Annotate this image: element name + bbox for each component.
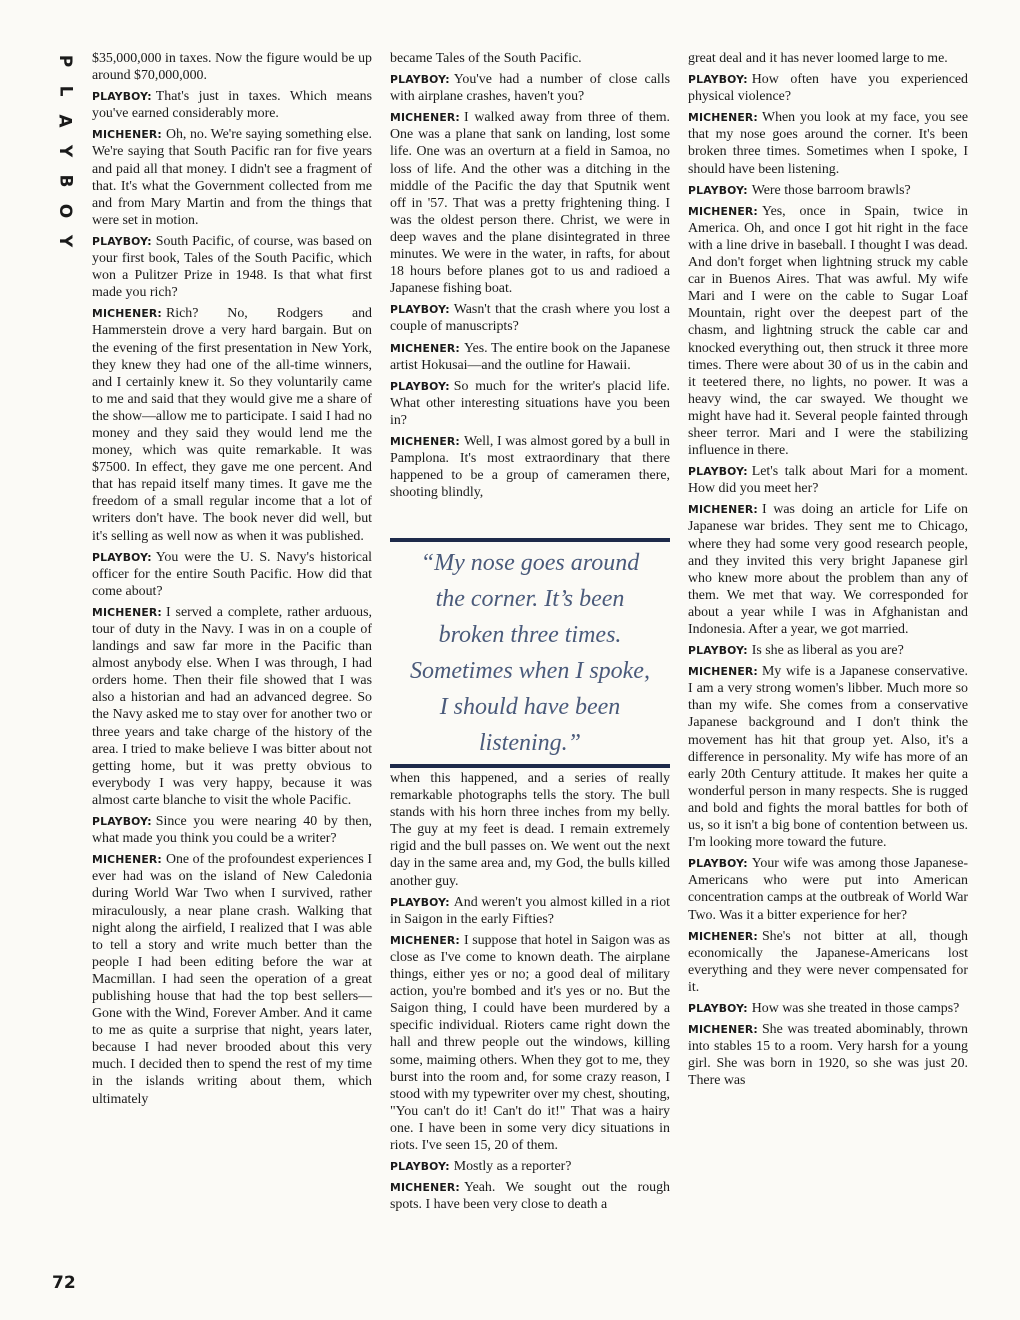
speaker-label: PLAYBOY: [390, 303, 450, 317]
speaker-label: MICHENER: [92, 128, 162, 142]
paragraph [688, 642, 968, 659]
paragraph [390, 1179, 670, 1213]
speaker-label: MICHENER: [92, 853, 162, 867]
paragraph-text: I served a complete, rather arduous, tour of duty in the Navy. I was in on a couple of landings and saw far more in the Pacific than almost anybody else. When I was through, I had orders home. Then their file showed that I was also a historian and had an advanced degree. So the Navy asked me to stay over for another two or three years and take charge of the history of the area. I tried to make believe I was bitter about not getting home, but it was pretty obvious to everybody I was very happy, because it was almost carte blanche to visit the whole Pacific. [92, 604, 372, 808]
paragraph [688, 463, 968, 497]
paragraph [688, 928, 968, 996]
paragraph [688, 109, 968, 177]
paragraph-text: How often have you experienced physical violence? [688, 72, 968, 105]
paragraph [92, 549, 372, 600]
paragraph-text: She was treated abominably, thrown into stables 15 to a room. Very harsh for a young girl. She was born in 1920, so she was just 20. There was [688, 1022, 968, 1089]
paragraph-text: And weren't you almost killed in a riot in Saigon in the early Fifties? [390, 894, 670, 927]
text-column-2-lower [390, 770, 670, 1217]
paragraph-text: My wife is a Japanese conservative. I am a very strong women's libber. Much more so than my wife. She comes from a conservative Japanese background and I don't think the movement has hit that group yet. Also, it's a difference in personality. My wife has more of an early 20th Century attitude. It makes her quite a wonderful person in many respects. She is rugged and bold and fights the moral battles for both of us, so it isn't a big bone of contention between us. I'm looking more toward the future. [688, 664, 968, 851]
pull-quote: “My nose goes around the corner. It’s been broken three times. Sometimes when I spoke, I should have been listening.” [410, 550, 650, 756]
paragraph [92, 126, 372, 229]
paragraph [688, 855, 968, 923]
paragraph-text: So much for the writer's placid life. What other interesting situations have you been in? [390, 378, 670, 428]
paragraph [688, 182, 968, 199]
paragraph [92, 851, 372, 1107]
paragraph-text: Were those barroom brawls? [751, 182, 911, 198]
paragraph [688, 71, 968, 105]
brand-letter: P [55, 54, 75, 68]
paragraph-text: When you look at my face, you see that my nose goes around the corner. It's been broken three times. Sometimes when I spoke, I should have been listening. [688, 110, 968, 177]
speaker-label: PLAYBOY: [688, 183, 748, 197]
paragraph-text: Wasn't that the crash where you lost a couple of manuscripts? [390, 302, 670, 335]
paragraph [390, 1158, 670, 1175]
paragraph-text: great deal and it has never loomed large to me. [688, 51, 948, 66]
text-column-1 [92, 50, 372, 1112]
speaker-label: MICHENER: [390, 1181, 460, 1195]
speaker-label: PLAYBOY: [92, 90, 152, 104]
paragraph [688, 1000, 968, 1017]
speaker-label: PLAYBOY: [688, 857, 748, 871]
paragraph [688, 1021, 968, 1089]
speaker-label: PLAYBOY: [92, 815, 152, 829]
paragraph-text: Well, I was almost gored by a bull in Pamplona. It's most extraordinary that there happened to be a group of cameramen there, shooting blindly, [390, 433, 670, 501]
paragraph-text: You've had a number of close calls with airplane crashes, haven't you? [390, 72, 670, 105]
paragraph-text: Let's talk about Mari for a moment. How did you meet her? [688, 464, 968, 497]
text-column-2 [390, 50, 670, 505]
paragraph [390, 433, 670, 501]
paragraph [92, 305, 372, 544]
brand-letter: A [54, 114, 75, 128]
brand-letter: Y [55, 144, 75, 158]
speaker-label: MICHENER: [390, 111, 460, 125]
brand-letter: Y [55, 234, 75, 248]
speaker-label: MICHENER: [688, 111, 758, 125]
paragraph [92, 813, 372, 847]
paragraph-text: I suppose that hotel in Saigon was as close as I've come to known death. The airplane things, either yes or no; a good deal of military action, you're bombed and it's yes or no. But the Saigon thing, I could have been murdered by a specific individual. Rioters came right down the hall and threw people out the windows, killing some, maiming others. When they got to me, they burst into the room and, for some crazy reason, I stood with my typewriter over my chest, shouting, "You can't do it! Can't do it!" That was a hairy one. I have been in some very dicy situations in riots. I've seen 15, 20 of them. [390, 932, 670, 1153]
paragraph [390, 894, 670, 928]
paragraph [390, 340, 670, 374]
speaker-label: MICHENER: [688, 204, 758, 218]
paragraph [390, 71, 670, 105]
speaker-label: MICHENER: [92, 307, 162, 321]
brand-letter: O [54, 203, 75, 219]
speaker-label: PLAYBOY: [688, 73, 748, 87]
paragraph-text: One of the profoundest experiences I ever had was on the island of New Caledonia during World War Two when I survived, rather miraculously, a near plane crash. Walking that night along the airfield, I realized that I was able to tell a story and write much better than the people I had been editing before the war at Macmillan. I had seen the operation of a great publishing house that had the top best sellers—Gone with the Wind, Forever Amber. And it came to me as quite a surprise that night, years later, because I had never brooded about this very much. I decided then to spend the rest of my time in the islands writing about them, which ultimately [92, 852, 372, 1107]
paragraph-text: became Tales of the South Pacific. [390, 51, 582, 66]
paragraph [688, 50, 968, 67]
paragraph-text: You were the U. S. Navy's historical officer for the entire South Pacific. How did that come about? [92, 549, 372, 599]
paragraph-text: Yeah. We sought out the rough spots. I have been very close to death a [390, 1180, 670, 1213]
magazine-name-vertical [52, 48, 76, 254]
paragraph-text: Yes. The entire book on the Japanese artist Hokusai—and the outline for Hawaii. [390, 340, 670, 373]
speaker-label: MICHENER: [688, 503, 758, 517]
paragraph [390, 50, 670, 67]
paragraph [390, 770, 670, 890]
speaker-label: MICHENER: [390, 341, 460, 355]
page-number: 72 [52, 1273, 76, 1293]
speaker-label: PLAYBOY: [390, 1160, 450, 1174]
paragraph-text: Since you were nearing 40 by then, what made you think you could be a writer? [92, 814, 372, 847]
paragraph-text: I was doing an article for Life on Japanese war brides. They sent me to Chicago, where they had some very good research people, and they invited this very bright Japanese girl who knew more about the problem than any of them. We met that way. We corresponded for about a year while I was in Afghanistan and Indonesia. After a year, we got married. [688, 502, 968, 637]
speaker-label: PLAYBOY: [92, 550, 152, 564]
speaker-label: PLAYBOY: [390, 73, 450, 87]
speaker-label: MICHENER: [688, 665, 758, 679]
paragraph-text: She's not bitter at all, though economically the Japanese-Americans lost everything and they were never compensated for it. [688, 928, 968, 995]
paragraph [390, 109, 670, 297]
paragraph [92, 233, 372, 301]
paragraph [390, 301, 670, 335]
speaker-label: PLAYBOY: [688, 1001, 748, 1015]
paragraph-text: How was she treated in those camps? [751, 1000, 960, 1016]
speaker-label: MICHENER: [688, 929, 758, 943]
paragraph-text: Oh, no. We're saying something else. We're saying that South Pacific ran for five years and paid all that money. I didn't see a fragment of that. It's what the Government collected from me and from Mary Martin and from the things that were set in motion. [92, 127, 372, 228]
paragraph [390, 932, 670, 1154]
paragraph [390, 378, 670, 429]
paragraph [688, 203, 968, 459]
paragraph-text: Your wife was among those Japanese-Americans who were put into American concentration camps at the outbreak of World War Two. Was it a bitter experience for her? [688, 856, 968, 923]
pull-quote-box [390, 538, 670, 768]
paragraph-text: Yes, once in Spain, twice in America. Oh, and once I got hit right in the face with a line drive in baseball. I thought I was dead. And don't forget when lightning struck my cable car in Buenos Aires. That was awful. My wife Mari and I were on the cable to Sugar Loaf Mountain, right over the deepest part of the chasm, and lightning struck the cable car and knocked everything out, then struck it three more times. There were about 30 of us in the cabin and it teetered there, no lights, no power. It was a heavy wind, the car swayed. We thought we might have had it. Several people fainted through sheer terror. Mari and I were the stabilizing influence in there. [688, 203, 968, 459]
paragraph-text: Is she as liberal as you are? [751, 643, 904, 659]
speaker-label: PLAYBOY: [390, 379, 450, 393]
speaker-label: MICHENER: [688, 1023, 758, 1037]
speaker-label: PLAYBOY: [390, 895, 450, 909]
brand-letter: B [55, 174, 75, 188]
paragraph-text: That's just in taxes. Which means you've earned considerably more. [92, 89, 372, 122]
speaker-label: PLAYBOY: [92, 234, 152, 248]
paragraph [92, 50, 372, 84]
brand-letter: L [55, 85, 75, 97]
paragraph [92, 88, 372, 122]
speaker-label: MICHENER: [92, 605, 162, 619]
paragraph [688, 501, 968, 638]
paragraph-text: South Pacific, of course, was based on your first book, Tales of the South Pacific, which won a Pulitzer Prize in 1948. Is that what first made you rich? [92, 233, 372, 301]
speaker-label: MICHENER: [390, 933, 460, 947]
paragraph-text: $35,000,000 in taxes. Now the figure would be up around $70,000,000. [92, 51, 372, 84]
speaker-label: MICHENER: [390, 434, 460, 448]
paragraph [92, 604, 372, 809]
paragraph-text: I walked away from three of them. One was a plane that sank on landing, lost some life. One was an overturn at a field in Samoa, no loss of life. And the other was a ditching in the middle of the Pacific the day that Sputnik went off in '57. That was a pretty frightening thing. I was the oldest person there. Christ, we were in deep waves and the plane disintegrated in three minutes. We were in the water, in rafts, for about 18 hours before planes got to us and radioed a Japanese fishing boat. [390, 110, 670, 297]
paragraph-text: Rich? No, Rodgers and Hammerstein drove a very hard bargain. But on the evening of the first presentation in New York, they knew they had one of the all-time winners, and I certainly knew it. So they voluntarily came to me and said that they would give me a share of the show—allow me to participate. I said I had no money and they said they would lend me the money, which was quite remarkable. It was $7500. In effect, they gave me one percent. And that has repaid itself many times. It gave me the freedom of a small regular income that a lot of writers don't have. The book never did well, but it's selling as well now as when it was published. [92, 306, 372, 544]
paragraph-text: when this happened, and a series of really remarkable photographs tells the story. The bull stands with his horn three inches from my belly. The guy at my feet is dead. I remain extremely rigid and the bull passes on. We went out the next day in the same area and, my God, the bulls killed another guy. [390, 771, 670, 889]
speaker-label: PLAYBOY: [688, 644, 748, 658]
text-column-3 [688, 50, 968, 1093]
speaker-label: PLAYBOY: [688, 465, 748, 479]
paragraph [688, 663, 968, 851]
paragraph-text: Mostly as a reporter? [453, 1159, 572, 1175]
